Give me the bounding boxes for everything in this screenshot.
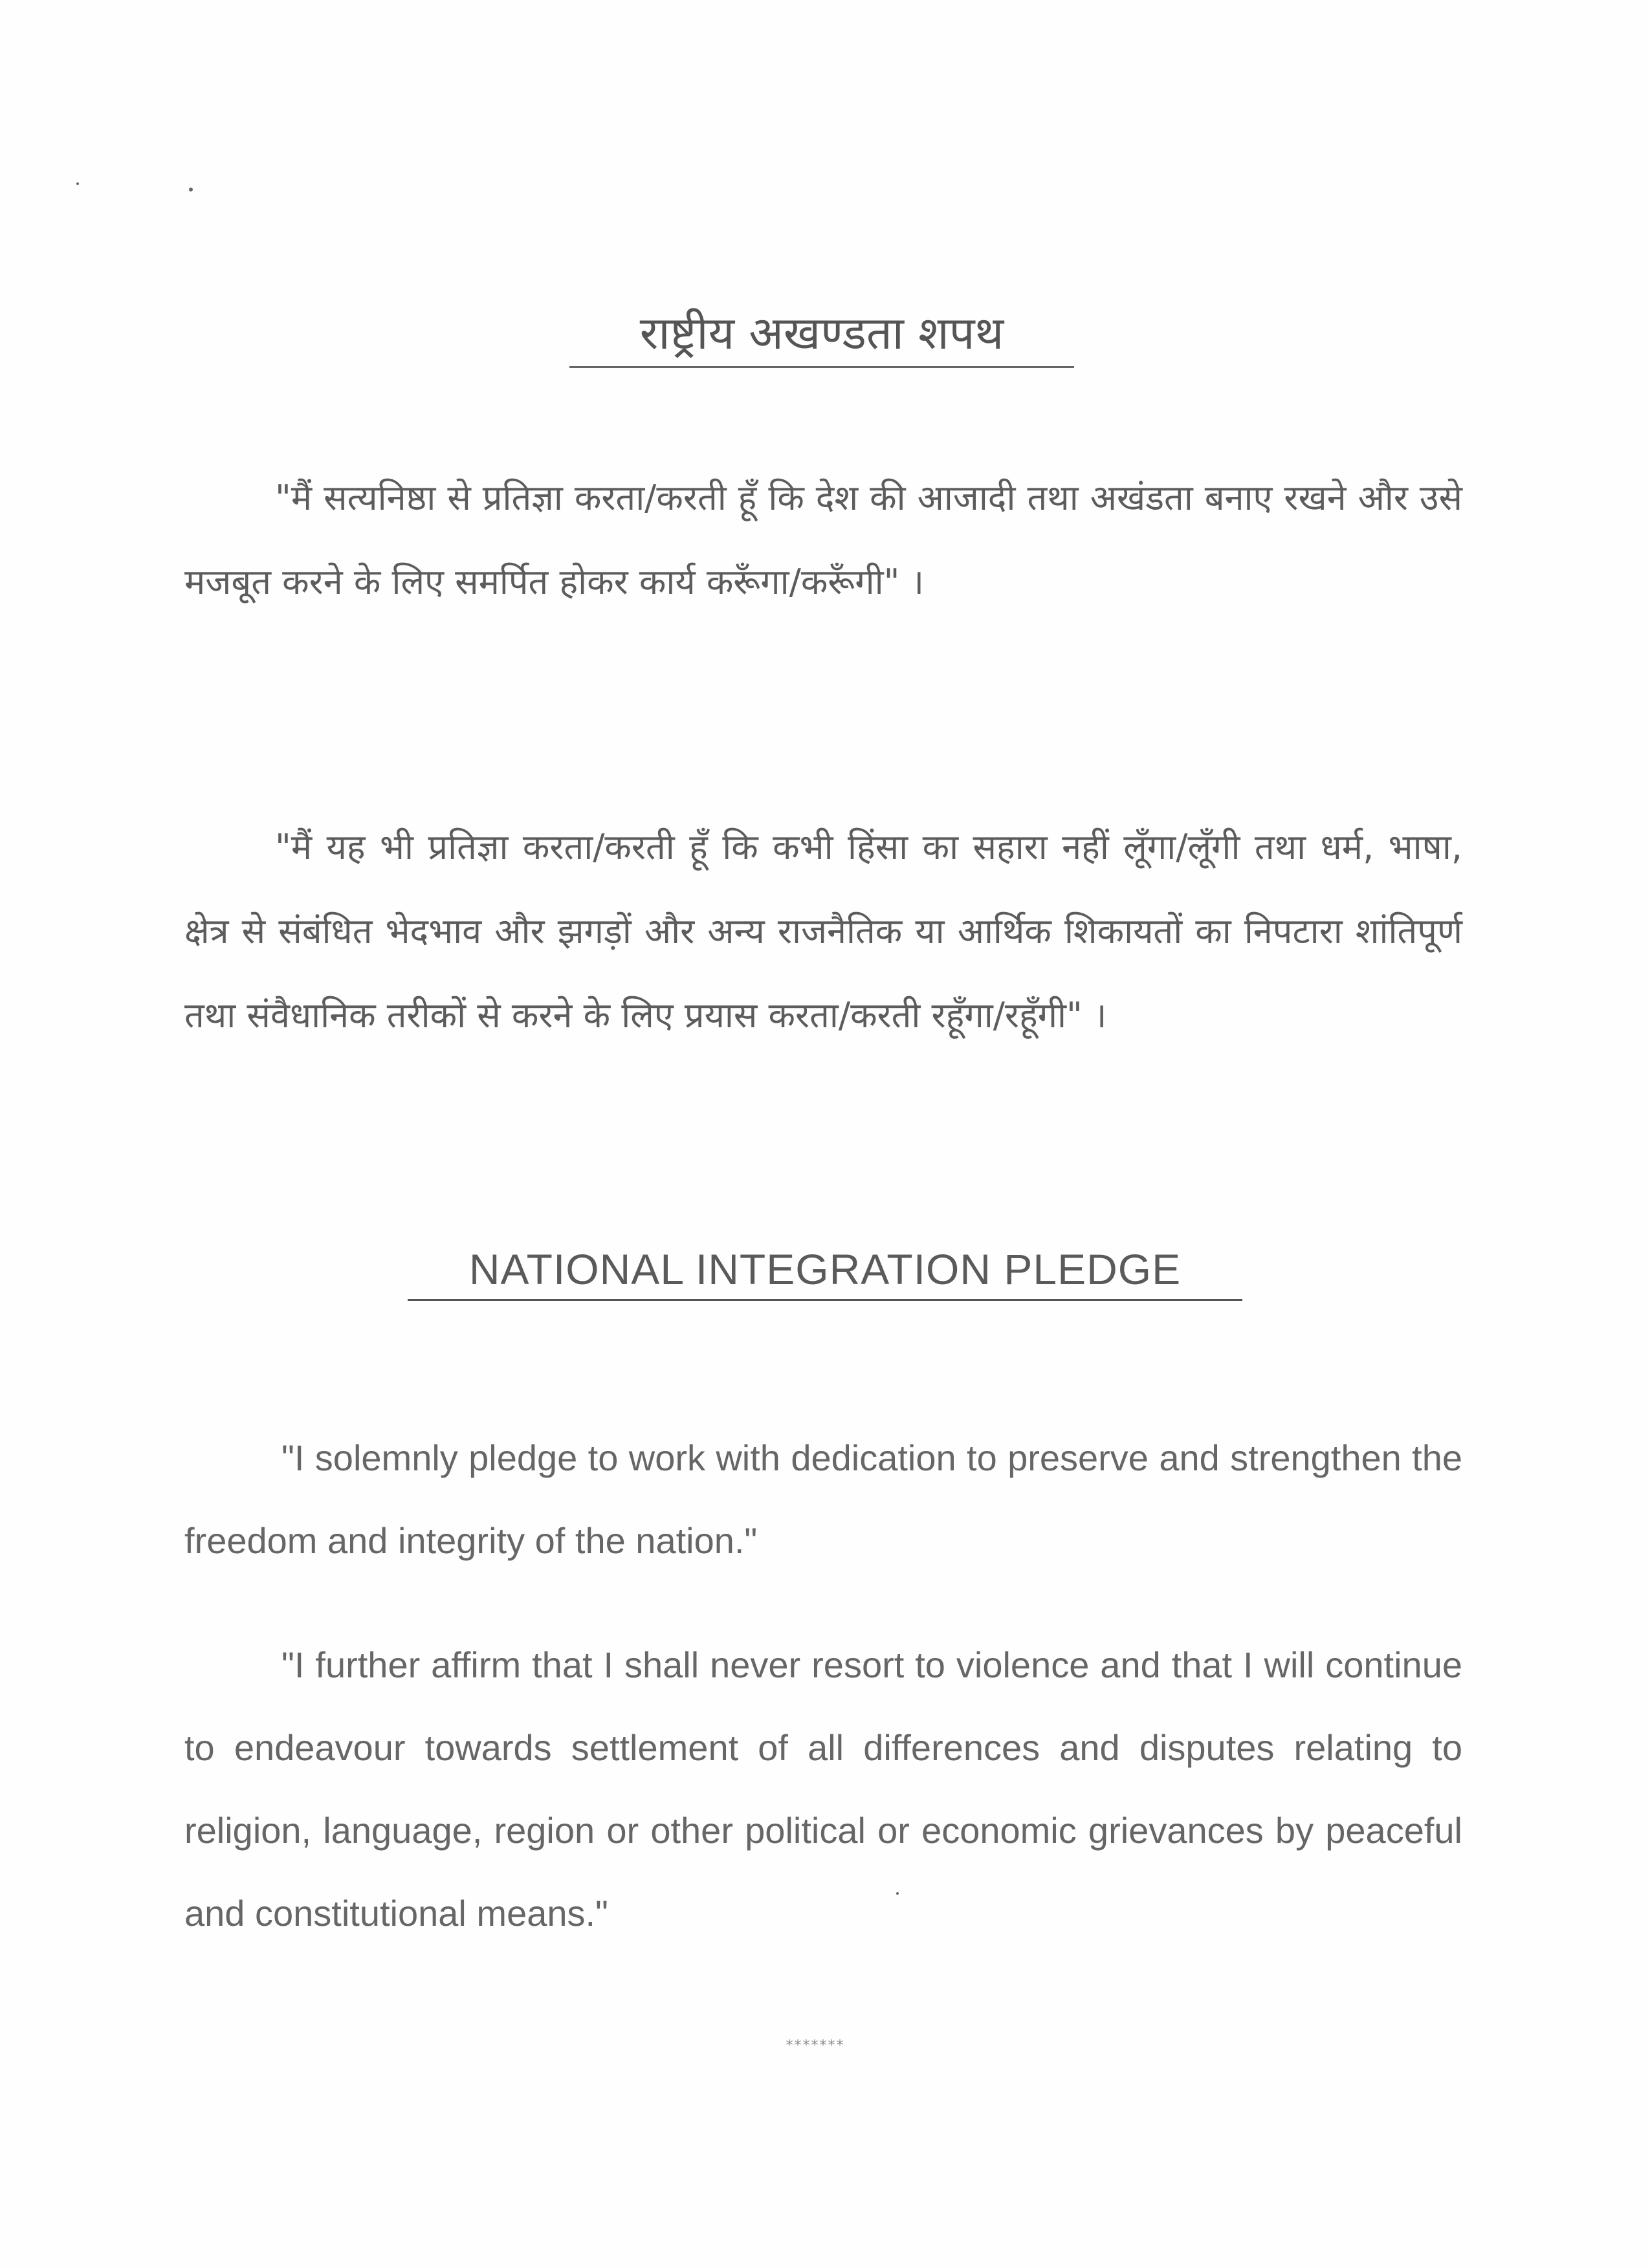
english-pledge-title: NATIONAL INTEGRATION PLEDGE [408,1242,1242,1301]
footer-ornament: ******* [786,2038,845,2054]
scan-speck [76,182,79,185]
english-pledge-paragraph-1: "I solemnly pledge to work with dedication to preserve and strengthen the freedom and integrity of the nation." [184,1437,1462,1561]
hindi-pledge-title: राष्ट्रीय अखण्डता शपथ [569,304,1074,368]
hindi-pledge-paragraph-1: "मैं सत्यनिष्ठा से प्रतिज्ञा करता/करती हूँ कि देश की आजादी तथा अखंडता बनाए रखने और उसे मजबूत करने के लिए समर्पित होकर कार्य करूँगा/करूँगी" । [184,477,1462,602]
scan-speck [189,188,193,191]
english-pledge-paragraph-2: "I further affirm that I shall never resort to violence and that I will continue to endeavour towards settlement of all differences and disputes relating to religion, language, region or other political or economic grievances by peaceful and constitutional means." [184,1644,1462,1934]
hindi-pledge-paragraph-2: "मैं यह भी प्रतिज्ञा करता/करती हूँ कि कभी हिंसा का सहारा नहीं लूँगा/लूँगी तथा धर्म, भाषा, क्षेत्र से संबंधित भेदभाव और झगड़ों और अन्य राजनैतिक या आर्थिक शिकायतों का निपटारा शांतिपूर्ण तथा संवैधानिक तरीकों से करने के लिए प्रयास करता/करती रहूँगा/रहूँगी" । [184,827,1462,1036]
